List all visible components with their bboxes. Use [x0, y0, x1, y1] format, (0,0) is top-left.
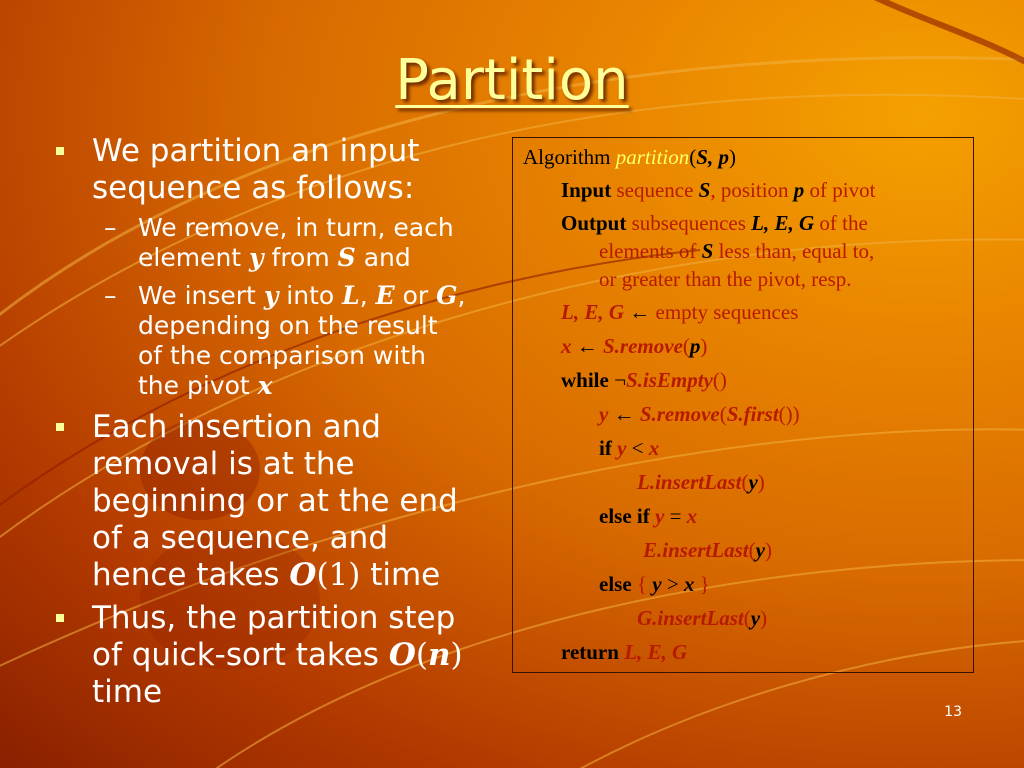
- algo-while-line: while ¬S.isEmpty(): [561, 368, 727, 392]
- algo-return-line: return L, E, G: [561, 640, 688, 664]
- sub-bullet-insert: – We insert y into L, E or G, depending on the result of the comparison with the pivot x: [104, 281, 466, 400]
- bullet-partition-step: Thus, the partition step of quick-sort takes O(n) time: [52, 600, 512, 711]
- algo-output-line: Output subsequences L, E, G of the: [561, 211, 868, 235]
- bullet-partition-input: We partition an input sequence as follows:: [52, 133, 512, 207]
- square-bullet-icon: [56, 147, 64, 155]
- square-bullet-icon: [56, 614, 64, 622]
- page-number: 13: [944, 704, 962, 720]
- algo-input-line: Input sequence S, position p of pivot: [561, 178, 876, 202]
- bullet-list: [52, 133, 512, 717]
- algo-else-line: else { y > x }: [599, 572, 710, 596]
- dash-bullet-icon: –: [104, 213, 117, 242]
- sub-bullet-remove: – We remove, in turn, each element y from S and: [104, 213, 454, 272]
- algo-header-line: Algorithm partition(S, p): [523, 145, 736, 169]
- square-bullet-icon: [56, 423, 64, 431]
- algo-insert-g-line: G.insertLast(y): [637, 606, 768, 630]
- algorithm-box: [512, 137, 974, 673]
- algo-else-if-line: else if y = x: [599, 504, 698, 528]
- algo-remove-first-line: y ← S.remove(S.first()): [599, 402, 800, 426]
- slide-title: Partition: [395, 48, 629, 113]
- algo-output-cont2-line: or greater than the pivot, resp.: [599, 267, 852, 291]
- algo-if-line: if y < x: [599, 436, 660, 460]
- algo-output-cont-line: elements of S less than, equal to,: [599, 239, 875, 263]
- algo-remove-pivot-line: x ← S.remove(p): [561, 334, 708, 358]
- algo-insert-l-line: L.insertLast(y): [637, 470, 765, 494]
- algo-insert-e-line: E.insertLast(y): [643, 538, 772, 562]
- dash-bullet-icon: –: [104, 281, 117, 310]
- algo-init-line: L, E, G ← empty sequences: [561, 300, 799, 324]
- bullet-insertion-removal: Each insertion and removal is at the beginning or at the end of a sequence, and hence takes O(1) time: [52, 409, 512, 594]
